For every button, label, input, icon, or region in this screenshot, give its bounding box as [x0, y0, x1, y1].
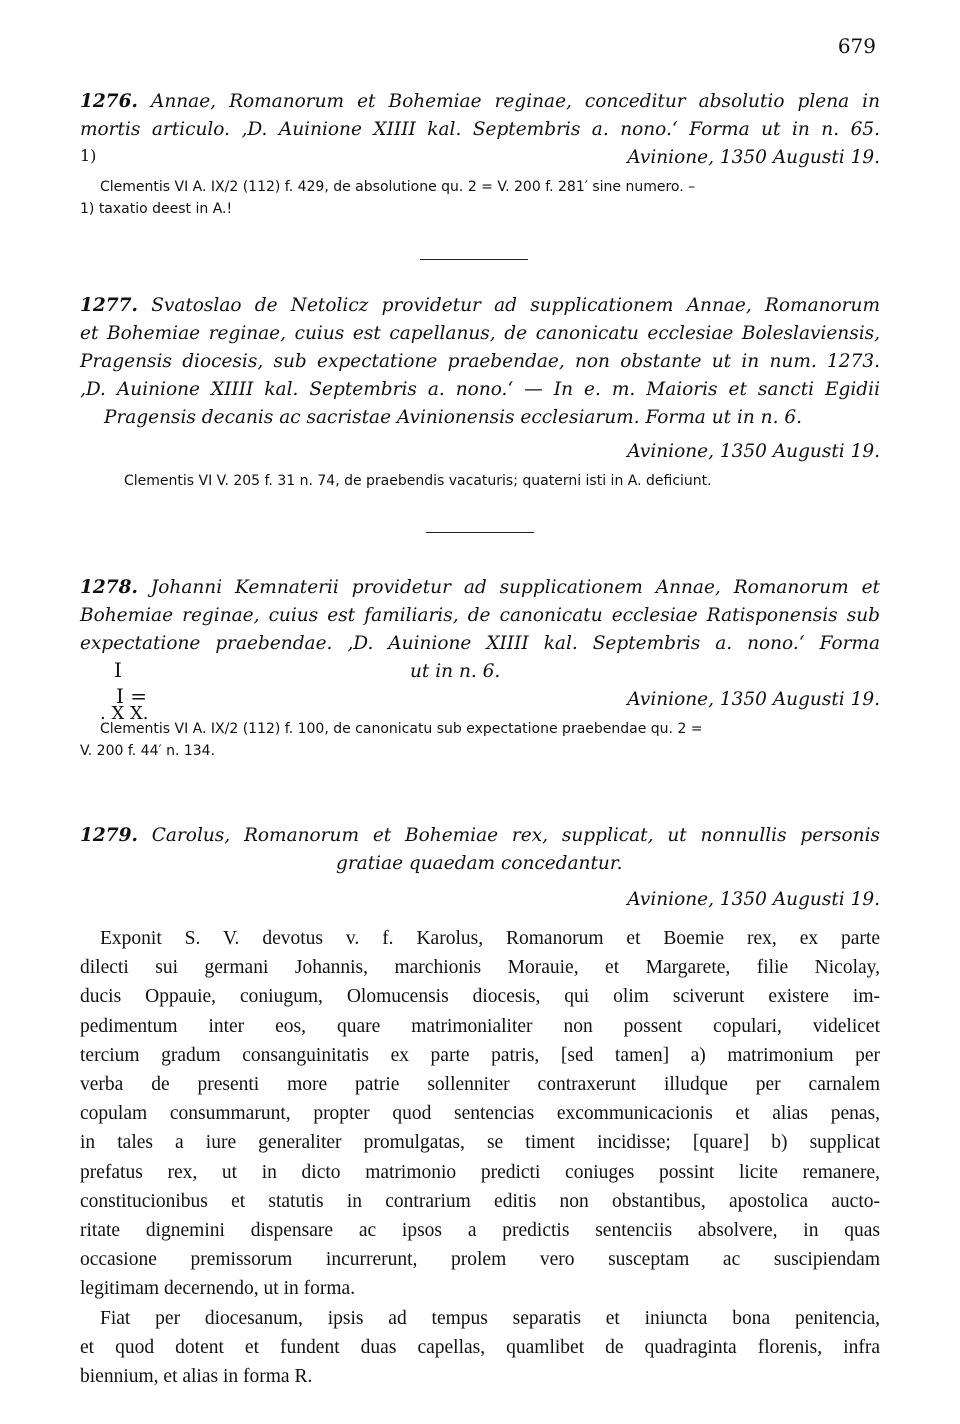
entry-1279-line-2: gratiae quaedam concedantur.: [336, 853, 623, 874]
entry-1277-line-1: [80, 292, 880, 320]
entry-number: 1279.: [80, 825, 138, 846]
body-line: copulam consummarunt, propter quod sentencias excommunicacionis et alias penas,: [80, 1103, 880, 1125]
entry-1278-source-cont: V. 200 f. 44′ n. 134.: [80, 743, 216, 759]
entry-1278-source: Clementis VI A. IX/2 (112) f. 100, de canonicatu sub expectatione praebendae qu. 2 =: [100, 721, 703, 737]
entry-1279-body: [80, 924, 880, 1304]
entry-1277-place-date: Avinione, 1350 Augusti 19.: [627, 441, 880, 462]
entry-1276-text-1: Annae, Romanorum et Bohemiae reginae, conceditur absolutio plena in: [150, 91, 881, 112]
entry-number: 1276.: [80, 91, 138, 112]
body-line: verba de presenti more patrie sollenniter contraxerunt illudque per carnalem: [80, 1074, 880, 1096]
entry-1277-source: Clementis VI V. 205 f. 31 n. 74, de praebendis vacaturis; quaterni isti in A. deficiunt.: [124, 473, 712, 489]
entry-1279-line-1: [80, 822, 880, 850]
body-line: prefatus rex, ut in dicto matrimonio predicti coniuges possint licite remanere,: [80, 1161, 880, 1183]
page-number: 679: [837, 34, 876, 58]
body-line: biennium, et alias in forma R.: [80, 1366, 313, 1388]
body-line: et quod dotent et fundent duas capellas, quamlibet de quadraginta florenis, infra: [80, 1336, 880, 1358]
entry-number: 1277.: [80, 295, 138, 316]
entry-1278-text-1: Johanni Kemnaterii providetur ad supplicationem Annae, Romanorum et: [150, 577, 880, 598]
body-line: in tales a iure generaliter promulgatas, se timent incidisse; [quare] b) supplicat: [80, 1132, 880, 1154]
body-line: dilecti sui germani Johannis, marchionis Morauie, et Margarete, filie Nicolay,: [80, 957, 880, 979]
entry-1278-line-2: Bohemiae reginae, cuius est familiaris, de canonicatu ecclesiae Ratisponensis sub: [80, 605, 880, 626]
entry-1276-line-1: [80, 88, 880, 116]
entry-1278-place-date: Avinione, 1350 Augusti 19.: [627, 689, 880, 710]
entry-1279-text-1: Carolus, Romanorum et Bohemiae rex, supplicat, ut nonnullis personis: [151, 825, 880, 846]
entry-1277-line-5: Pragensis decanis ac sacristae Avinionensis ecclesiarum. Forma ut in n. 6.: [104, 407, 802, 428]
entry-1276-line-2: mortis articulo. ‚D. Auinione XIIII kal. Septembris a. nono.‘ Forma ut in n. 65.: [80, 119, 880, 140]
separator-rule: [426, 532, 534, 533]
editorial-mark-top: I: [114, 658, 122, 682]
entry-1276-footnote: 1) taxatio deest in A.!: [80, 201, 233, 217]
editorial-mark-bottom: . X X.: [100, 703, 149, 724]
entry-1277-text-1: Svatoslao de Netolicz providetur ad supplicationem Annae, Romanorum: [151, 295, 880, 316]
entry-1277-line-4: ‚D. Auinione XIIII kal. Septembris a. nono.‘ — In e. m. Maioris et sancti Egidii: [80, 379, 880, 400]
entry-1278-line-3: expectatione praebendae. ‚D. Auinione XIIII kal. Septembris a. nono.‘ Forma: [80, 633, 880, 654]
body-line: tercium gradum consanguinitatis ex parte patris, [sed tamen] a) matrimonium per: [80, 1044, 880, 1066]
body-line: ducis Oppauie, coniugum, Olomucensis diocesis, qui olim sciverunt existere im-: [80, 986, 880, 1008]
footnote-mark: 1): [80, 146, 97, 165]
entry-1277: [80, 292, 880, 492]
body-line: occasione premissorum incurrerunt, prolem vero susceptam ac suscipiendam: [80, 1249, 880, 1271]
body-line: constitucionibus et statutis in contrarium editis non obstantibus, apostolica aucto-: [80, 1190, 880, 1212]
entry-number: 1278.: [80, 577, 138, 598]
entry-1276-place-date: Avinione, 1350 Augusti 19.: [627, 147, 880, 168]
entry-1277-line-3: Pragensis diocesis, sub expectatione praebendae, non obstante ut in num. 1273.: [80, 351, 880, 372]
entry-1277-line-2: et Bohemiae reginae, cuius est capellanus, de canonicatu ecclesiae Boleslaviensis,: [80, 323, 880, 344]
body-line: legitimam decernendo, ut in forma.: [80, 1278, 356, 1300]
body-line: Fiat per diocesanum, ipsis ad tempus separatis et iniuncta bona penitencia,: [100, 1307, 880, 1329]
entry-1279-place-date: Avinione, 1350 Augusti 19.: [627, 889, 880, 910]
entry-1276-place-row: [80, 144, 880, 174]
editorial-mark-mid: I =: [116, 684, 148, 708]
separator-rule: [420, 259, 528, 260]
body-line: Exponit S. V. devotus v. f. Karolus, Romanorum et Boemie rex, ex parte: [100, 928, 880, 949]
entry-1278-line-4: ut in n. 6.: [410, 661, 501, 682]
entry-1278: [80, 574, 880, 762]
body-line: pedimentum inter eos, quare matrimonialiter non possent copulari, videlicet: [80, 1015, 880, 1037]
entry-1279-decision: [80, 1304, 880, 1392]
entry-1276: [80, 88, 880, 220]
entry-1279: [80, 822, 880, 1391]
body-line: ritate dignemini dispensare ac ipsos a predictis sentenciis absolvere, in quas: [80, 1220, 880, 1242]
entry-1276-source: Clementis VI A. IX/2 (112) f. 429, de absolutione qu. 2 = V. 200 f. 281′ sine numero. –: [100, 179, 696, 195]
entry-1278-line-1: [80, 574, 880, 602]
